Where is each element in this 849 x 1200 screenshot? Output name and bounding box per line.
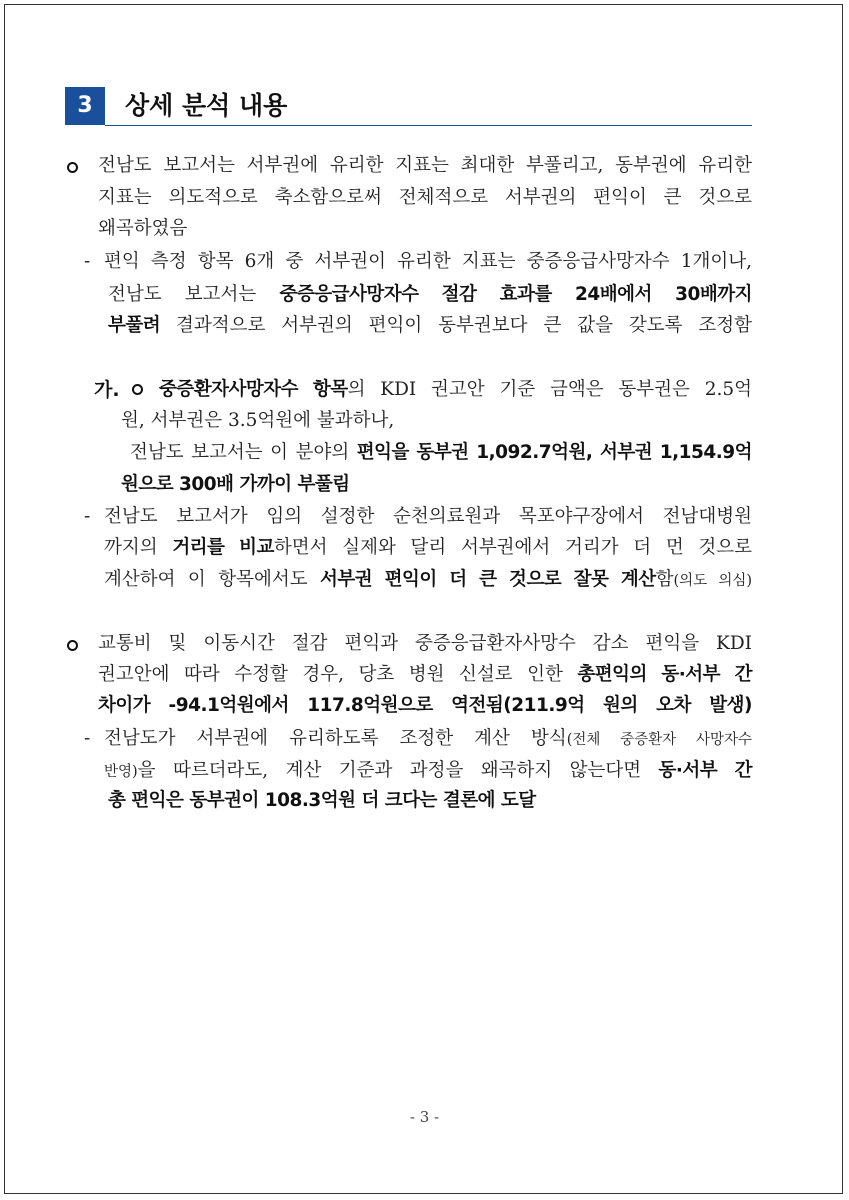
- section-header: [65, 87, 752, 127]
- section-title: 상세 분석 내용: [125, 91, 288, 120]
- ga-line-1: 중증환자사망자수 항목의 KDI 권고안 기준 금액은 동부권은 2.5억: [159, 379, 752, 400]
- dash-item-3-line-2: 반영)을 따르더라도, 계산 기준과 과정을 왜곡하지 않는다면 동·서부 간: [104, 760, 753, 781]
- dash-bullet: -: [84, 251, 91, 272]
- ga-line-2: 원, 서부권은 3.5억원에 불과하나,: [121, 410, 395, 431]
- circle-bullet-icon: [132, 384, 143, 395]
- circle-bullet-icon: [67, 162, 78, 173]
- paragraph-1-line-3: 왜곡하였음: [98, 218, 188, 239]
- dash-item-3-line-3: 총 편익은 동부권이 108.3억원 더 크다는 결론에 도달: [108, 790, 536, 811]
- dash-item-1-line-3: 부풀려 결과적으로 서부권의 편익이 동부권보다 큰 값을 갖도록 조정함: [108, 315, 752, 336]
- dash-item-2-line-3: 계산하여 이 항목에서도 서부권 편익이 더 큰 것으로 잘못 계산함(의도 의심): [104, 569, 752, 590]
- dash-item-2-line-2: 까지의 거리를 비교하면서 실제와 달리 서부권에서 거리가 더 먼 것으로: [104, 537, 753, 558]
- dash-item-1-line-1: 편익 측정 항목 6개 중 서부권이 유리한 지표는 중증응급사망자수 1개이나,: [104, 251, 752, 272]
- dash-item-3-line-1: 전남도가 서부권에 유리하도록 조정한 계산 방식(전체 중증환자 사망자수: [104, 728, 752, 749]
- paragraph-2-line-1: 교통비 및 이동시간 절감 편익과 중증응급환자사망수 감소 편익을 KDI: [98, 633, 752, 654]
- dash-item-1-line-2: 전남도 보고서는 중증응급사망자수 절감 효과를 24배에서 30배까지: [108, 284, 752, 305]
- dash-item-2-line-1: 전남도 보고서가 임의 설정한 순천의료원과 목포야구장에서 전남대병원: [104, 506, 752, 527]
- dash-bullet: -: [84, 728, 91, 749]
- circle-bullet-icon: [67, 640, 78, 651]
- paragraph-2-line-2: 권고안에 따라 수정할 경우, 당초 병원 신설로 인한 총편익의 동·서부 간: [98, 664, 752, 685]
- section-underline: [105, 125, 752, 126]
- ga-line-3: 전남도 보고서는 이 분야의 편익을 동부권 1,092.7억원, 서부권 1,154.9억: [130, 442, 752, 463]
- paragraph-1-line-1: 전남도 보고서는 서부권에 유리한 지표는 최대한 부풀리고, 동부권에 유리한: [98, 155, 752, 176]
- paragraph-2-line-3: 차이가 -94.1억원에서 117.8억원으로 역전됨(211.9억 원의 오차 발생): [98, 695, 752, 716]
- page-frame: [4, 4, 843, 1194]
- page-number: - 3 -: [409, 1108, 440, 1126]
- item-label-ga: 가.: [94, 379, 120, 401]
- ga-line-4: 원으로 300배 가까이 부풀림: [121, 474, 350, 495]
- paragraph-1-line-2: 지표는 의도적으로 축소함으로써 전체적으로 서부권의 편익이 큰 것으로: [98, 187, 752, 208]
- dash-bullet: -: [84, 506, 91, 527]
- section-number-badge: 3: [65, 87, 105, 125]
